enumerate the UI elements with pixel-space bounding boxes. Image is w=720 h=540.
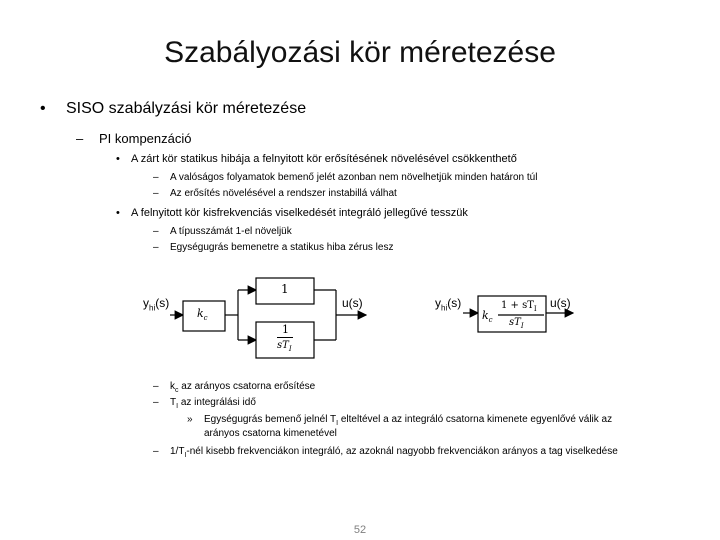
proportional-one-label: 1 (281, 282, 289, 296)
note-step-response-line2: arányos csatorna kimenetével (204, 428, 337, 439)
output-signal-label: u(s) (342, 296, 363, 310)
subpoint-input-limit: A valóságos folyamatok bemenő jelét azonban nem növelhetjük minden határon túl (170, 172, 538, 183)
dash-icon: – (153, 172, 159, 183)
dash-icon: – (153, 226, 159, 237)
dash-icon: – (153, 446, 159, 457)
slide-title: Szabályozási kör méretezése (164, 36, 556, 69)
point-static-error: A zárt kör statikus hibája a felnyitott kör erősítésének növelésével csökkenthető (131, 153, 517, 165)
page-number: 52 (353, 524, 367, 536)
input-signal-label: $y_{hi}(s)$ (143, 296, 170, 313)
tf-input-signal-label: $y_{hi}(s)$ (435, 296, 462, 313)
dash-icon: – (153, 381, 159, 392)
note-frequency: $1/T_I$-nél kisebb frekvenciákon integráló, az azoknál nagyobb frekvenciákon arányos a tag viselkedése (170, 446, 618, 459)
subpoint-type-number: A típusszámát 1-el növeljük (170, 226, 292, 237)
dash-icon: – (76, 131, 84, 146)
tf-numerator: $1 + sT_I$ (501, 300, 537, 313)
bullet-dot-icon: • (116, 153, 120, 165)
dash-icon: – (153, 397, 159, 408)
integral-fraction-bar (277, 337, 293, 338)
arrow-bullet-icon: » (187, 414, 193, 425)
integral-denominator: $sT_I$ (277, 340, 292, 353)
note-step-response-line1: Egységugrás bemenő jelnél $T_I$ elteltével a az integráló csatorna kimenete egyenlővé válik az (204, 414, 613, 427)
gain-kc-label: $k_c$ (197, 307, 208, 323)
note-ti: $T_I$ az integrálási idő (170, 397, 256, 410)
bullet-dot-icon: • (40, 100, 46, 117)
bullet-dot-icon: • (116, 207, 120, 219)
sub-pi: PI kompenzáció (99, 131, 192, 146)
dash-icon: – (153, 188, 159, 199)
note-kc: $k_c$ az arányos csatorna erősítése (170, 381, 316, 394)
subpoint-instability: Az erősítés növelésével a rendszer instabillá válhat (170, 188, 397, 199)
dash-icon: – (153, 242, 159, 253)
tf-output-signal-label: u(s) (550, 296, 571, 310)
tf-gain-label: $k_c$ (482, 309, 493, 325)
integral-numerator: 1 (282, 323, 289, 336)
point-integrating: A felnyitott kör kisfrekvenciás viselkedését integráló jellegűvé tesszük (131, 207, 468, 219)
subpoint-zero-error: Egységugrás bemenetre a statikus hiba zérus lesz (170, 242, 394, 253)
bullet-siso: SISO szabályzási kör méretezése (66, 100, 307, 117)
tf-denominator: $sT_I$ (509, 317, 524, 330)
